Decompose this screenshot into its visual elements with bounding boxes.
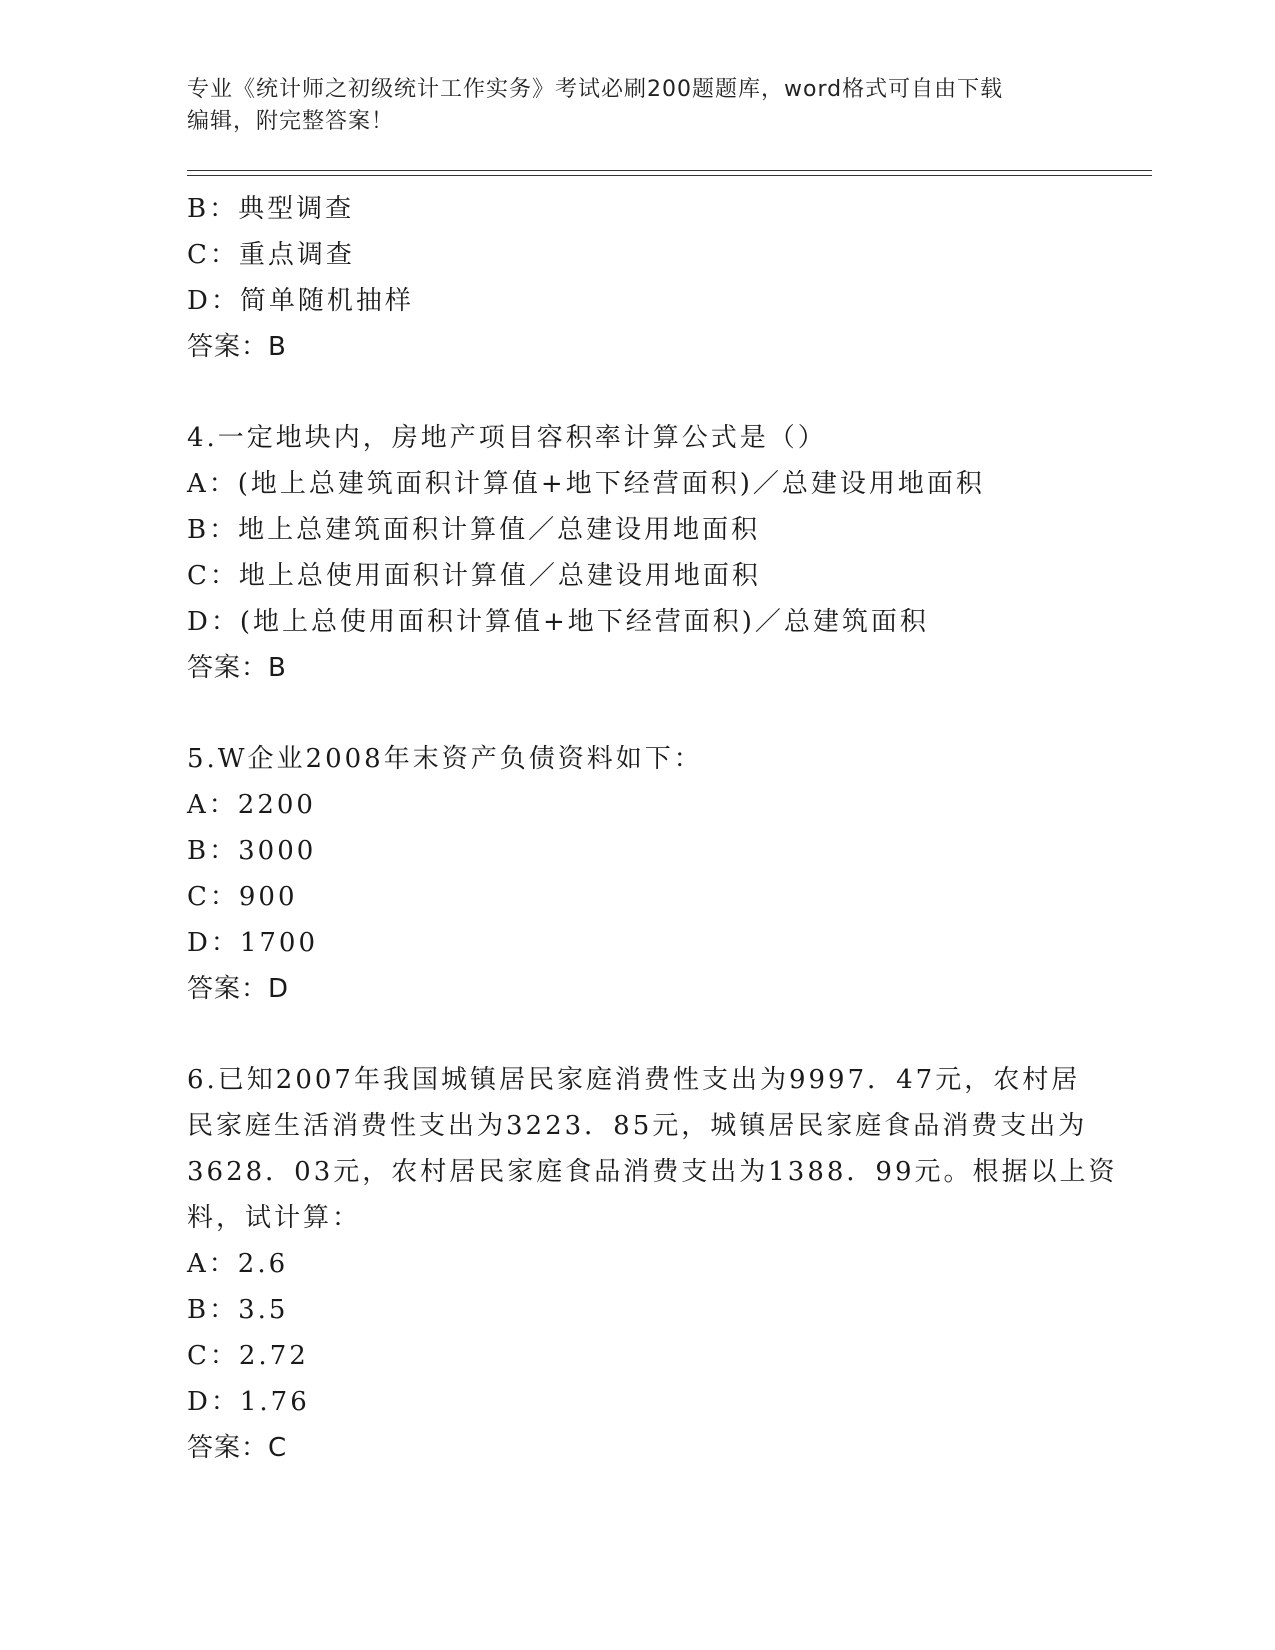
question-4 [187,415,1087,691]
option-a: A：2.6 [187,1249,289,1279]
option-c: C：2.72 [187,1341,309,1371]
header-rule-bottom [187,175,1152,176]
answer: 答案：D [187,974,290,1004]
option-d: D：简单随机抽样 [187,286,414,316]
header-line-1: 专业《统计师之初级统计工作实务》考试必刷200题题库，word格式可自由下载 [187,77,1004,102]
header-line-2: 编辑，附完整答案！ [187,109,395,134]
answer: 答案：B [187,653,287,683]
option-d: D：(地上总使用面积计算值+地下经营面积)／总建筑面积 [187,607,929,637]
option-a: A：2200 [187,790,316,820]
question-6 [187,1057,1118,1471]
option-b: B：3000 [187,836,317,866]
document-header [187,74,1077,138]
answer: 答案：C [187,1433,288,1463]
option-d: D：1700 [187,928,319,958]
option-a: A：(地上总建筑面积计算值+地下经营面积)／总建设用地面积 [187,469,985,499]
question-stem-line-3: 3628．03元，农村居民家庭食品消费支出为1388．99元。根据以上资 [187,1157,1118,1187]
option-c: C：地上总使用面积计算值／总建设用地面积 [187,561,761,591]
option-d: D：1.76 [187,1387,310,1417]
header-rule-top [187,170,1152,171]
option-b: B：3.5 [187,1295,289,1325]
question-5 [187,736,1087,1012]
option-c: C：重点调查 [187,240,355,270]
question-stem-line-1: 6.已知2007年我国城镇居民家庭消费性支出为9997．47元，农村居 [187,1065,1081,1095]
question-stem-line-4: 料，试计算： [187,1203,362,1233]
question-3 [187,186,1087,370]
question-stem: 4.一定地块内，房地产项目容积率计算公式是（） [187,423,827,453]
option-c: C：900 [187,882,298,912]
option-b: B：典型调查 [187,194,355,224]
question-stem: 5.W企业2008年末资产负债资料如下： [187,744,703,774]
option-b: B：地上总建筑面积计算值／总建设用地面积 [187,515,761,545]
question-content [187,186,1118,1471]
question-stem-line-2: 民家庭生活消费性支出为3223．85元，城镇居民家庭食品消费支出为 [187,1111,1088,1141]
answer: 答案：B [187,332,287,362]
